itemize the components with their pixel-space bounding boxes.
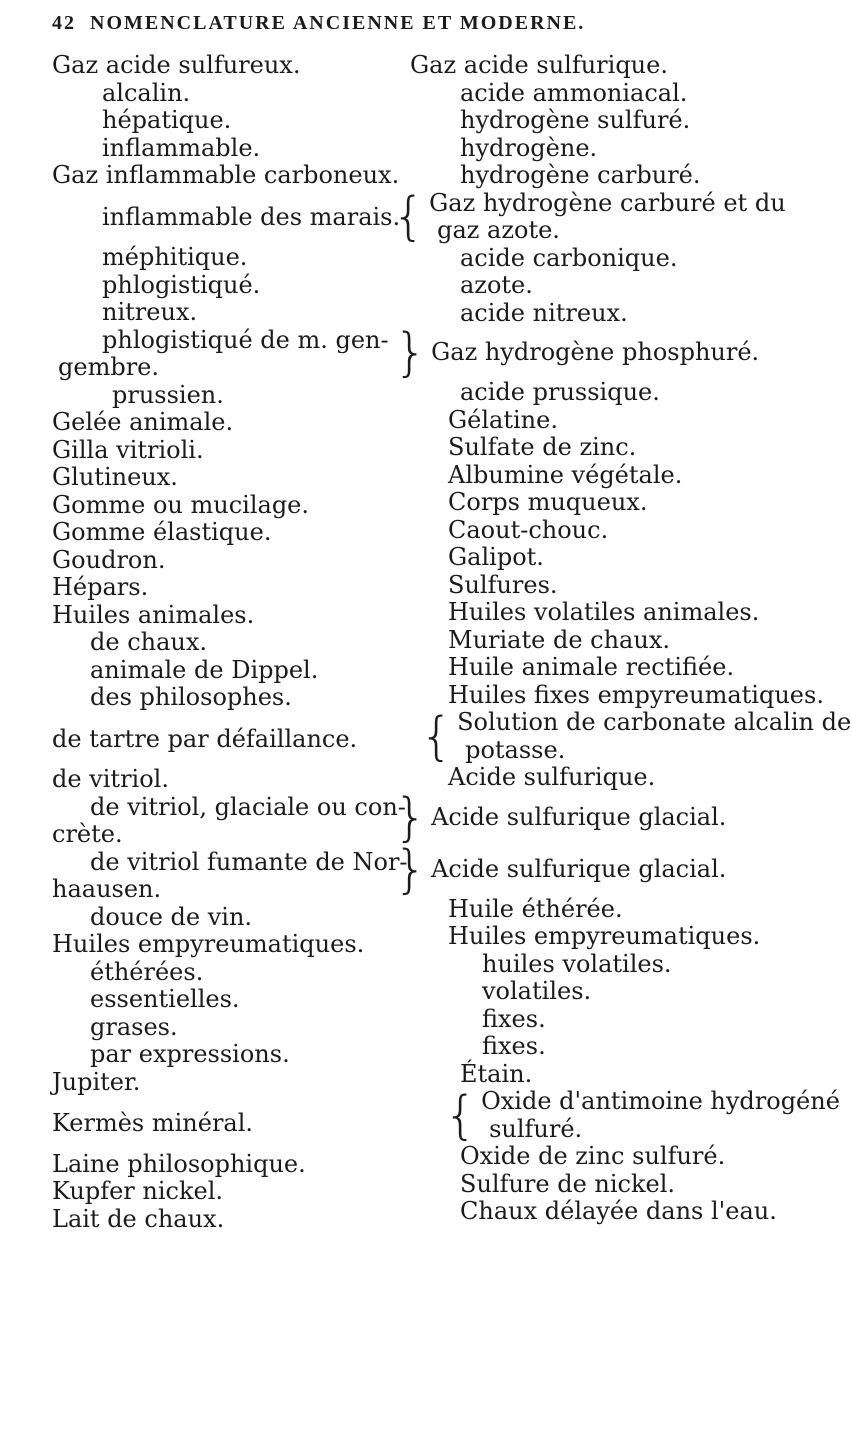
close-brace-glyph: } xyxy=(394,787,428,848)
entry-new: volatiles. xyxy=(482,977,592,1005)
entry-new: Huiles volatiles animales. xyxy=(448,598,760,626)
entry-old: de chaux. xyxy=(90,628,208,656)
running-header xyxy=(52,12,585,35)
entry-old: gembre. xyxy=(58,353,159,381)
entry-new: acide ammoniacal. xyxy=(460,78,688,107)
entry-new: hydrogène carburé. xyxy=(460,161,701,189)
entry-old: méphitique. xyxy=(102,243,248,271)
entry-new: Acide sulfurique glacial. xyxy=(431,854,727,883)
entry-new: Gaz acide sulfurique. xyxy=(410,51,668,79)
entry-old: par expressions. xyxy=(90,1040,290,1068)
entry-new: fixes. xyxy=(482,1032,546,1060)
entry-new: Caout-chouc. xyxy=(448,515,609,544)
entry-new-braced xyxy=(388,839,790,900)
entry-old: Jupiter. xyxy=(52,1067,141,1096)
entry-old: inflammable des marais. xyxy=(102,202,401,231)
entry-new: Huiles empyreumatiques. xyxy=(448,922,761,950)
entry-new: potasse. xyxy=(465,735,566,764)
entry-new: sulfuré. xyxy=(489,1114,583,1143)
entry-old: animale de Dippel. xyxy=(90,655,319,684)
entry-new: Sulfate de zinc. xyxy=(448,433,637,461)
entry-old: éthérées. xyxy=(90,957,204,986)
entry-old: phlogistiqué. xyxy=(102,270,261,299)
entry-old: hépatique. xyxy=(102,106,232,134)
entry-old: Laine philosophique. xyxy=(52,1149,306,1178)
entry-old: Kupfer nickel. xyxy=(52,1177,224,1205)
ancient-nomenclature-column xyxy=(52,51,408,1233)
entry-new: gaz azote. xyxy=(437,216,560,244)
entry-new-braced xyxy=(388,187,790,247)
entry-old: Lait de chaux. xyxy=(52,1204,225,1233)
entry-old: prussien. xyxy=(112,380,224,409)
entry-new: Sulfure de nickel. xyxy=(460,1169,676,1198)
entry-old: Gelée animale. xyxy=(52,408,234,436)
entry-new-braced xyxy=(416,706,851,767)
close-brace-glyph: } xyxy=(394,323,428,383)
entry-new-braced xyxy=(388,323,790,383)
entry-old: haausen. xyxy=(52,875,162,903)
entry-old: grases. xyxy=(90,1012,178,1041)
entry-new: Corps muqueux. xyxy=(448,488,648,516)
entry-new: Huiles fixes empyreumatiques. xyxy=(448,680,824,709)
entry-new: fixes. xyxy=(482,1004,546,1033)
open-brace-glyph: { xyxy=(392,187,426,247)
entry-old: Huiles animales. xyxy=(52,600,255,629)
entry-old: de vitriol, glaciale ou con- xyxy=(90,792,406,821)
entry-old: Glutineux. xyxy=(52,463,178,491)
entry-new: Gaz hydrogène phosphuré. xyxy=(431,338,760,367)
entry-new: Galipot. xyxy=(448,543,544,571)
entry-old: Gaz inflammable carboneux. xyxy=(52,161,400,189)
header-title: NOMENCLATURE ANCIENNE ET MODERNE. xyxy=(90,12,586,34)
open-brace-glyph: { xyxy=(444,1085,478,1146)
entry-old: douce de vin. xyxy=(90,902,253,931)
entry-old: alcalin. xyxy=(102,78,191,107)
entry-new: acide nitreux. xyxy=(460,298,628,327)
entry-new: azote. xyxy=(460,271,533,299)
entry-old-two-line xyxy=(52,847,408,904)
entry-old: Huiles empyreumatiques. xyxy=(52,930,365,958)
entry-new-braced xyxy=(388,787,790,848)
entry-old: Gilla vitrioli. xyxy=(52,435,204,464)
entry-new: Sulfures. xyxy=(448,570,558,599)
entry-new-braced xyxy=(440,1085,840,1146)
entry-new: acide carbonique. xyxy=(460,243,678,272)
entry-new: hydrogène sulfuré. xyxy=(460,106,691,134)
entry-new: Acide sulfurique glacial. xyxy=(431,802,727,831)
entry-old: essentielles. xyxy=(90,985,240,1013)
entry-old: Hépars. xyxy=(52,573,149,601)
entry-old: nitreux. xyxy=(102,298,198,326)
entry-old: inflammable. xyxy=(102,133,261,162)
entry-new: acide prussique. xyxy=(460,378,660,406)
entry-old-two-line xyxy=(52,792,406,849)
entry-old: Goudron. xyxy=(52,545,166,574)
entry-new: Muriate de chaux. xyxy=(448,625,670,654)
close-brace-glyph: } xyxy=(394,839,428,900)
entry-new: Oxide d'antimoine hydrogéné xyxy=(481,1087,840,1115)
entry-old: Kermès minéral. xyxy=(52,1109,254,1137)
entry-new: Étain. xyxy=(460,1059,533,1088)
entry-new: Chaux délayée dans l'eau. xyxy=(460,1197,777,1225)
entry-old: Gomme ou mucilage. xyxy=(52,490,310,519)
entry-old: des philosophes. xyxy=(90,683,292,711)
entry-old: phlogistiqué de m. gen- xyxy=(102,325,389,354)
modern-nomenclature-column xyxy=(392,51,851,1226)
entry-old: de tartre par défaillance. xyxy=(52,724,358,753)
page-number: 42 xyxy=(52,12,76,34)
entry-new: Gélatine. xyxy=(448,405,558,434)
entry-new: Solution de carbonate alcalin de xyxy=(457,708,851,736)
entry-new: Gaz hydrogène carburé et du xyxy=(429,188,786,217)
entry-old: Gomme élastique. xyxy=(52,518,272,546)
entry-new: Acide sulfurique. xyxy=(448,763,656,791)
entry-new: hydrogène. xyxy=(460,133,598,162)
entry-new: Oxide de zinc sulfuré. xyxy=(460,1142,726,1170)
entry-new: Albumine végétale. xyxy=(448,460,683,489)
entry-old: crète. xyxy=(52,820,123,848)
entry-old: Gaz acide sulfureux. xyxy=(52,51,301,79)
entry-new: Huile éthérée. xyxy=(448,894,623,923)
entry-old: de vitriol. xyxy=(52,765,169,793)
entry-old: de vitriol fumante de Nor- xyxy=(90,847,408,876)
open-brace-glyph: { xyxy=(420,706,454,767)
entry-new: huiles volatiles. xyxy=(482,949,672,978)
entry-new: Huile animale rectifiée. xyxy=(448,653,735,681)
entry-old-two-line xyxy=(52,327,392,382)
